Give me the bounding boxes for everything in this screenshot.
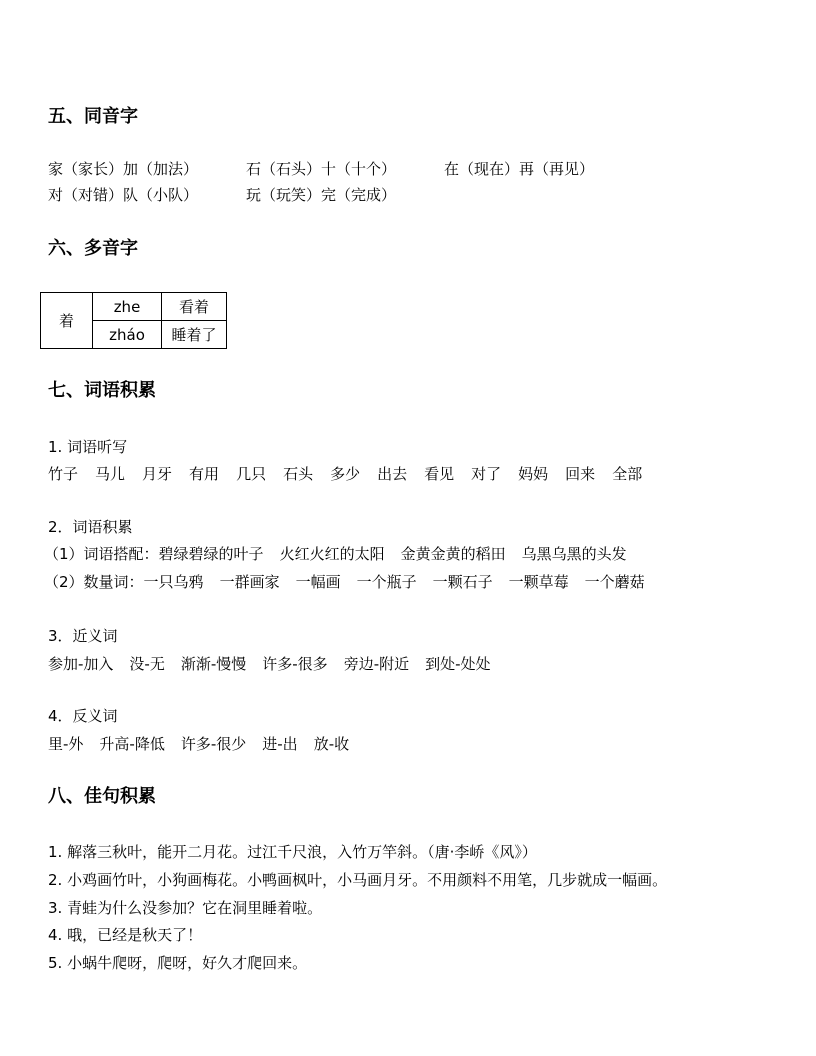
vocab-word: 月牙 xyxy=(142,465,173,483)
vocab-word: 看见 xyxy=(424,465,455,483)
quantifier-item: 一个瓶子 xyxy=(356,573,417,591)
collocation-item: 乌黑乌黑的头发 xyxy=(521,545,627,563)
synonym-pair: 没-无 xyxy=(129,655,165,673)
sentence-item: 1. 解落三秋叶，能开二月花。过江千尺浪，入竹万竿斜。（唐·李峤《风》） xyxy=(48,843,537,861)
homophone-pair: 家（家长）加（加法） xyxy=(48,160,199,178)
synonyms-label: 3．近义词 xyxy=(48,627,118,645)
vocab-word: 几只 xyxy=(236,465,267,483)
quantifier-item: 一个蘑菇 xyxy=(584,573,645,591)
antonym-pair: 升高-降低 xyxy=(99,735,165,753)
word-cell: 看着 xyxy=(162,293,227,321)
polyphone-char: 着 xyxy=(41,293,93,349)
polyphone-table xyxy=(40,292,227,349)
quantifier-item: 一颗草莓 xyxy=(508,573,569,591)
sentence-item: 4. 哦，已经是秋天了！ xyxy=(48,926,203,944)
synonym-pair: 旁边-附近 xyxy=(343,655,410,673)
collocation-item: 火红火红的太阳 xyxy=(279,545,385,563)
synonym-pair: 参加-加入 xyxy=(48,655,114,673)
dictation-words xyxy=(48,464,659,484)
quantifier-item: 一颗石子 xyxy=(432,573,493,591)
antonym-pair: 里-外 xyxy=(48,735,84,753)
quantifier-item: 一只乌鸦 xyxy=(143,573,204,591)
antonym-pair: 进-出 xyxy=(262,735,298,753)
antonym-pair: 放-收 xyxy=(313,735,350,753)
collocation-label: （1）词语搭配： xyxy=(44,545,159,563)
vocab-word: 妈妈 xyxy=(518,465,549,483)
homophone-pair: 石（石头）十（十个） xyxy=(246,160,397,178)
accumulation-label: 2．词语积累 xyxy=(48,518,133,536)
quantifier-item: 一幅画 xyxy=(295,573,341,591)
antonyms-line xyxy=(48,734,365,754)
pinyin-cell: zhe xyxy=(93,293,162,321)
collocation-item: 金黄金黄的稻田 xyxy=(400,545,506,563)
homophone-pair: 在（现在）再（再见） xyxy=(444,160,595,178)
sentence-item: 5. 小蜗牛爬呀，爬呀，好久才爬回来。 xyxy=(48,954,308,972)
vocab-word: 多少 xyxy=(330,465,361,483)
sentence-item: 2. 小鸡画竹叶，小狗画梅花。小鸭画枫叶，小马画月牙。不用颜料不用笔，几步就成一幅画。 xyxy=(48,871,668,889)
synonym-pair: 到处-处处 xyxy=(425,655,491,673)
vocab-word: 石头 xyxy=(283,465,314,483)
vocab-word: 竹子 xyxy=(48,465,79,483)
collocation-line xyxy=(44,544,643,564)
vocab-word: 马儿 xyxy=(95,465,126,483)
antonyms-label: 4．反义词 xyxy=(48,707,118,725)
vocab-word: 出去 xyxy=(377,465,408,483)
quantifier-label: （2）数量词： xyxy=(44,573,144,591)
section-title-homophones: 五、同音字 xyxy=(48,106,138,127)
vocab-word: 回来 xyxy=(565,465,596,483)
vocab-word: 全部 xyxy=(612,465,643,483)
sentence-item: 3. 青蛙为什么没参加？它在洞里睡着啦。 xyxy=(48,899,323,917)
quantifier-line xyxy=(44,572,661,592)
section-title-vocabulary: 七、词语积累 xyxy=(48,380,156,401)
word-cell: 睡着了 xyxy=(162,321,227,349)
homophone-pair: 对（对错）队（小队） xyxy=(48,186,199,204)
quantifier-item: 一群画家 xyxy=(219,573,280,591)
section-title-polyphones: 六、多音字 xyxy=(48,238,138,259)
dictation-label: 1. 词语听写 xyxy=(48,438,128,456)
vocab-word: 有用 xyxy=(189,465,220,483)
pinyin-cell: zháo xyxy=(93,321,162,349)
collocation-item: 碧绿碧绿的叶子 xyxy=(158,545,264,563)
homophone-pair: 玩（玩笑）完（完成） xyxy=(246,186,397,204)
synonyms-line xyxy=(48,654,507,674)
vocab-word: 对了 xyxy=(471,465,502,483)
section-title-sentences: 八、佳句积累 xyxy=(48,786,156,807)
antonym-pair: 许多-很少 xyxy=(180,735,247,753)
synonym-pair: 渐渐-慢慢 xyxy=(180,655,247,673)
synonym-pair: 许多-很多 xyxy=(262,655,328,673)
